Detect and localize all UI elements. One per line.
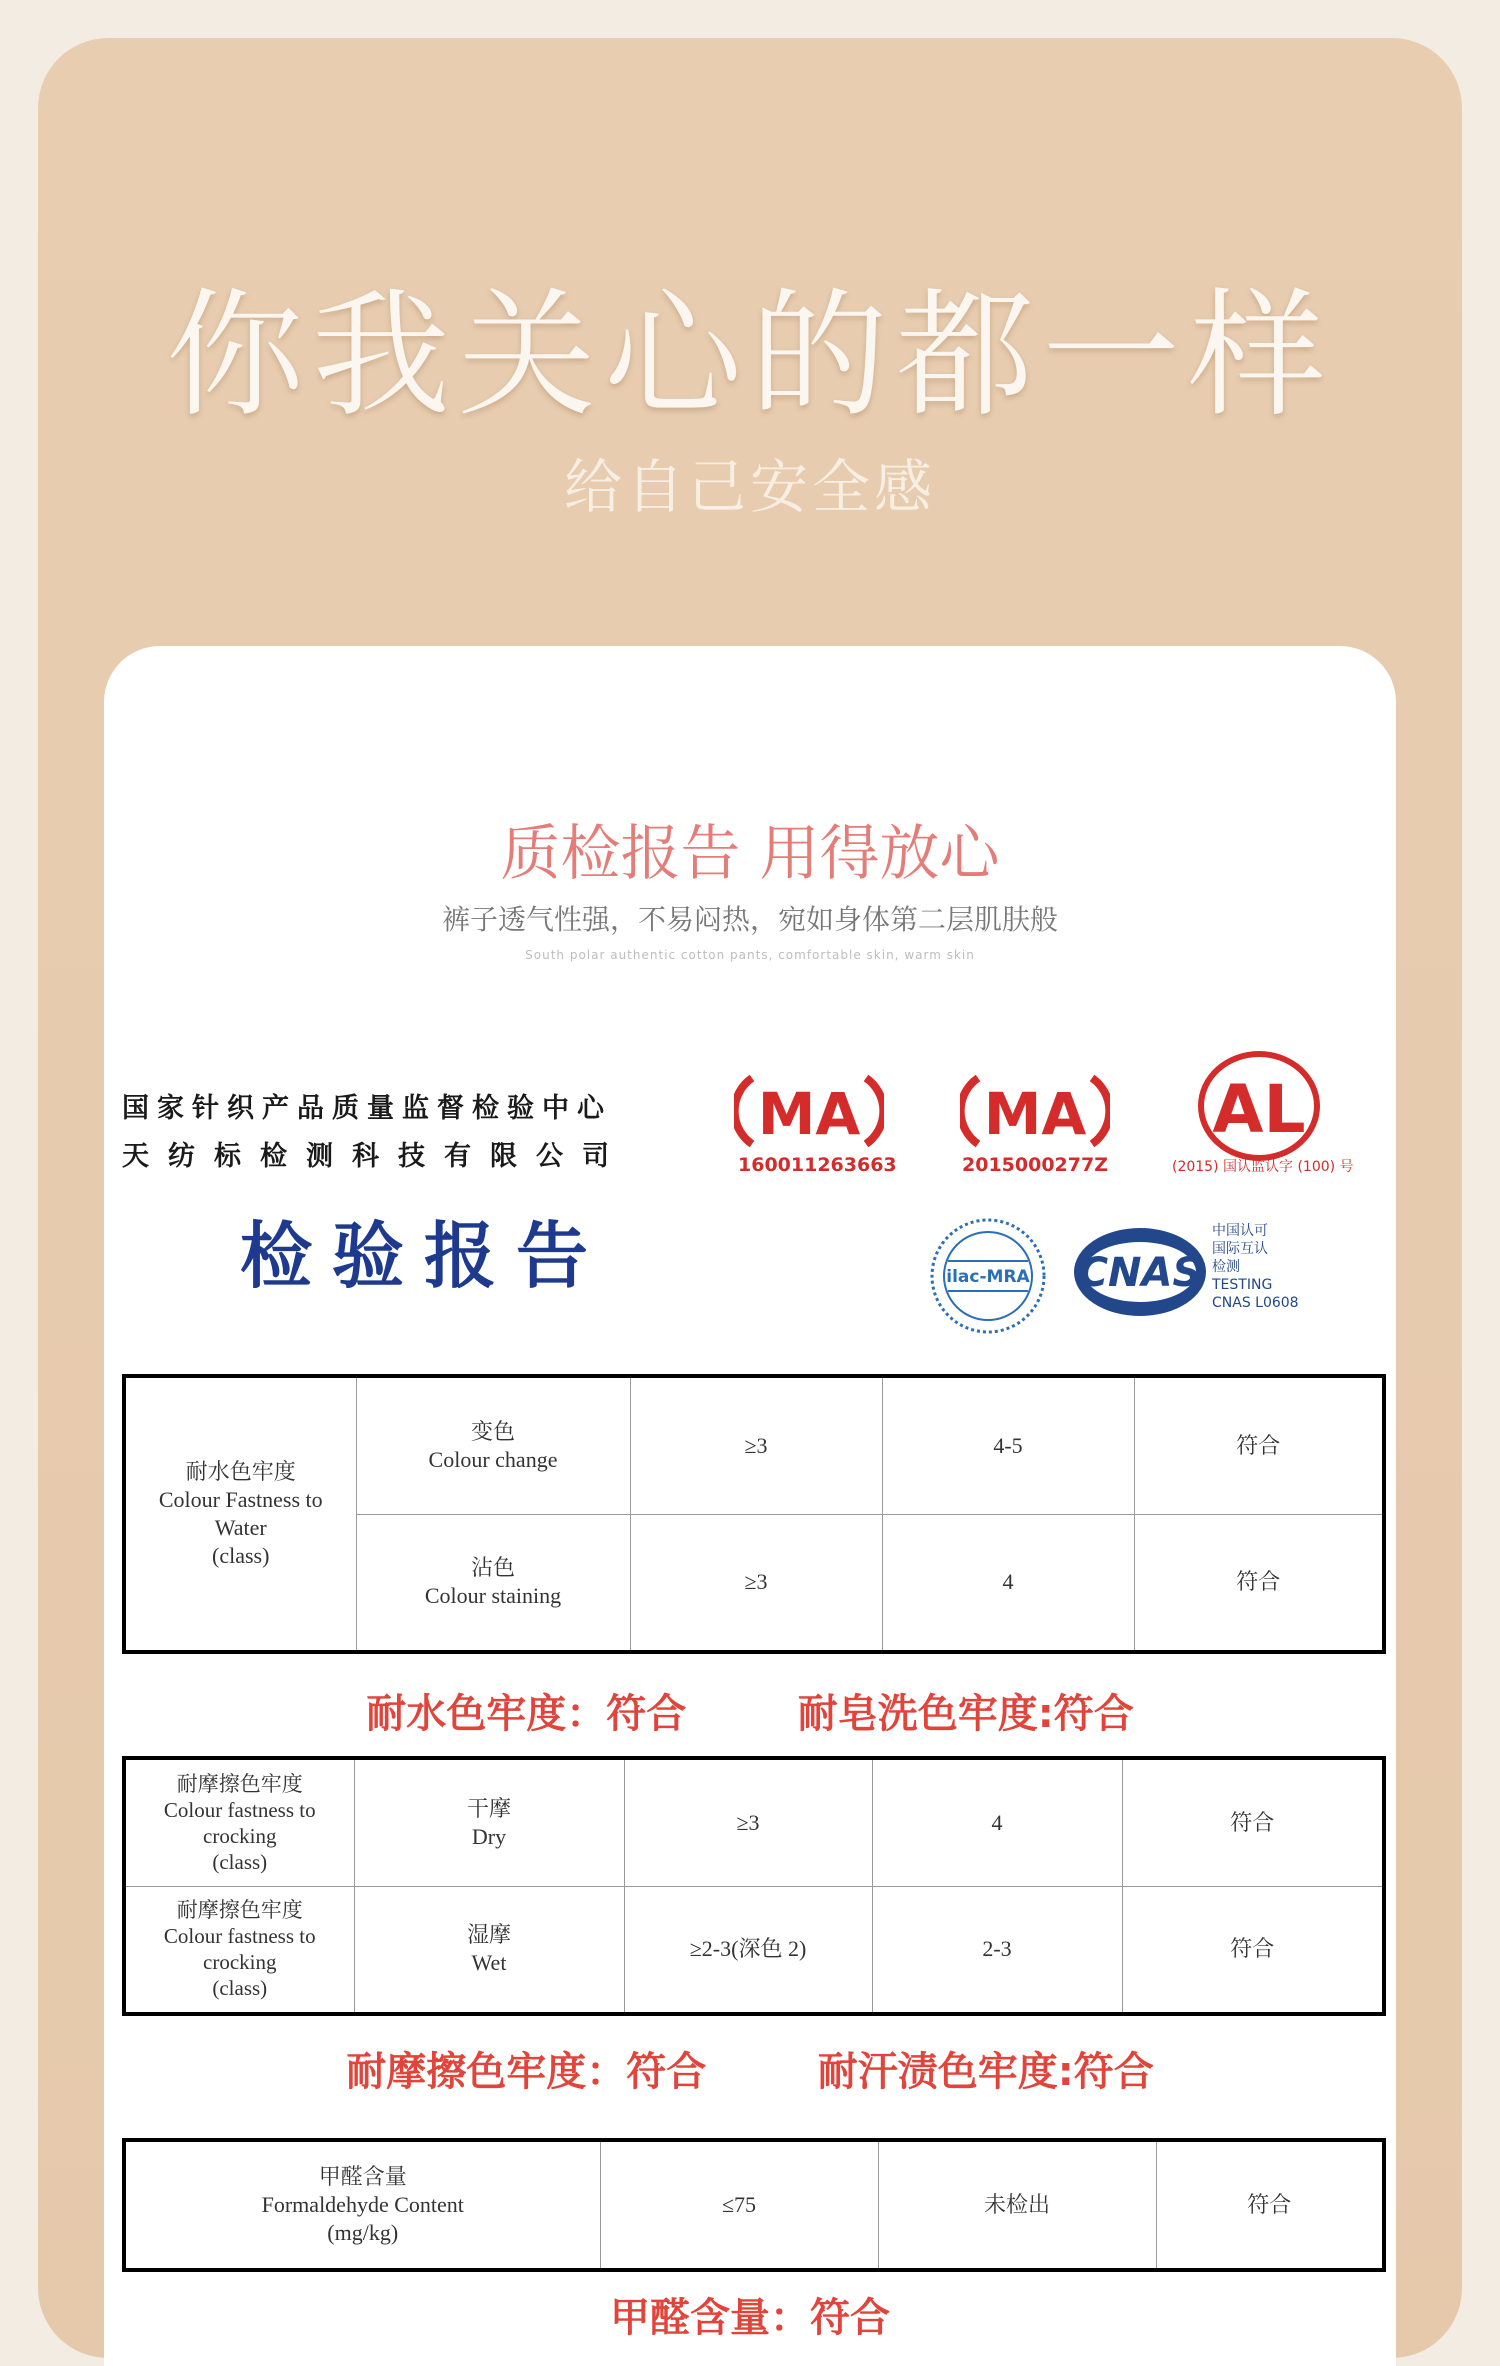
cal-logo bbox=[1194, 1050, 1324, 1166]
cnas-logo bbox=[1070, 1222, 1210, 1326]
ilac-mark: ilac-MRA bbox=[946, 1267, 1030, 1287]
requirement-cell: ≤75 bbox=[600, 2140, 878, 2270]
row-header-formaldehyde: 甲醛含量 Formaldehyde Content (mg/kg) bbox=[124, 2140, 600, 2270]
requirement-cell: ≥2-3(深色 2) bbox=[624, 1886, 872, 2014]
report-title: 检验报告 bbox=[240, 1213, 609, 1298]
verdict-cell: 符合 bbox=[1156, 2140, 1384, 2270]
formaldehyde-table bbox=[122, 2138, 1386, 2272]
table-row bbox=[124, 1376, 1384, 1514]
cal-mark: AL bbox=[1212, 1071, 1306, 1148]
result-cell: 2-3 bbox=[872, 1886, 1122, 2014]
result-cell: 4-5 bbox=[882, 1376, 1134, 1514]
verdict-cell: 符合 bbox=[1122, 1886, 1384, 2014]
cma-mark-1: MA bbox=[757, 1080, 861, 1148]
result-cell: 4 bbox=[872, 1758, 1122, 1886]
water-fastness-table bbox=[122, 1374, 1386, 1654]
cnas-line: TESTING bbox=[1212, 1277, 1273, 1293]
cnas-line: 中国认可 bbox=[1212, 1223, 1268, 1239]
cnas-line: CNAS L0608 bbox=[1212, 1295, 1299, 1311]
table-row bbox=[124, 2140, 1384, 2270]
row-header-water: 耐水色牢度 Colour Fastness to Water (class) bbox=[124, 1376, 356, 1652]
result-cell: 4 bbox=[882, 1514, 1134, 1652]
caption-water-soap: 耐水色牢度：符合 耐皂洗色牢度:符合 bbox=[366, 1691, 1134, 1737]
requirement-cell: ≥3 bbox=[630, 1376, 882, 1514]
table-row bbox=[124, 1758, 1384, 1886]
verdict-cell: 符合 bbox=[1122, 1758, 1384, 1886]
cma-number-2: 2015000277Z bbox=[962, 1154, 1108, 1176]
cnas-line: 检测 bbox=[1212, 1259, 1240, 1275]
caption-formaldehyde: 甲醛含量：符合 bbox=[610, 2295, 890, 2341]
cnas-mark: CNAS bbox=[1078, 1250, 1202, 1296]
table-row bbox=[124, 1886, 1384, 2014]
item-colour-staining: 沾色 Colour staining bbox=[356, 1514, 630, 1652]
card-subtitle: 裤子透气性强，不易闷热，宛如身体第二层肌肤般 bbox=[441, 903, 1058, 936]
item-wet: 湿摩 Wet bbox=[354, 1886, 624, 2014]
org-line-1: 国家针织产品质量监督检验中心 bbox=[122, 1093, 612, 1124]
item-dry: 干摩 Dry bbox=[354, 1758, 624, 1886]
cma-mark-2: MA bbox=[983, 1080, 1087, 1148]
headline: 你我关心的都一样 bbox=[165, 275, 1334, 436]
requirement-cell: ≥3 bbox=[630, 1514, 882, 1652]
card-title: 质检报告 用得放心 bbox=[500, 819, 1000, 889]
requirement-cell: ≥3 bbox=[624, 1758, 872, 1886]
ilac-mra-logo bbox=[928, 1216, 1048, 1340]
row-header-crocking-wet: 耐摩擦色牢度 Colour fastness to crocking (class) bbox=[124, 1886, 354, 2014]
cma-logo-2 bbox=[960, 1066, 1110, 1160]
cnas-caption bbox=[1212, 1222, 1299, 1312]
verdict-cell: 符合 bbox=[1134, 1514, 1384, 1652]
subhead: 给自己安全感 bbox=[563, 453, 936, 521]
card-subtitle-en: South polar authentic cotton pants, comfortable skin, warm skin bbox=[525, 948, 975, 962]
crocking-fastness-table bbox=[122, 1756, 1386, 2016]
org-line-2: 天纺标检测科技有限公司 bbox=[122, 1141, 628, 1172]
cal-number: (2015) 国认监认字 (100) 号 bbox=[1172, 1159, 1354, 1175]
row-header-crocking-dry: 耐摩擦色牢度 Colour fastness to crocking (class) bbox=[124, 1758, 354, 1886]
item-colour-change: 变色 Colour change bbox=[356, 1376, 630, 1514]
cma-logo-1 bbox=[734, 1066, 884, 1160]
cma-number-1: 160011263663 bbox=[738, 1154, 897, 1176]
cnas-line: 国际互认 bbox=[1212, 1241, 1268, 1257]
verdict-cell: 符合 bbox=[1134, 1376, 1384, 1514]
report-card bbox=[104, 646, 1396, 2366]
caption-crocking-sweat: 耐摩擦色牢度：符合 耐汗渍色牢度:符合 bbox=[346, 2049, 1154, 2095]
result-cell: 未检出 bbox=[878, 2140, 1156, 2270]
